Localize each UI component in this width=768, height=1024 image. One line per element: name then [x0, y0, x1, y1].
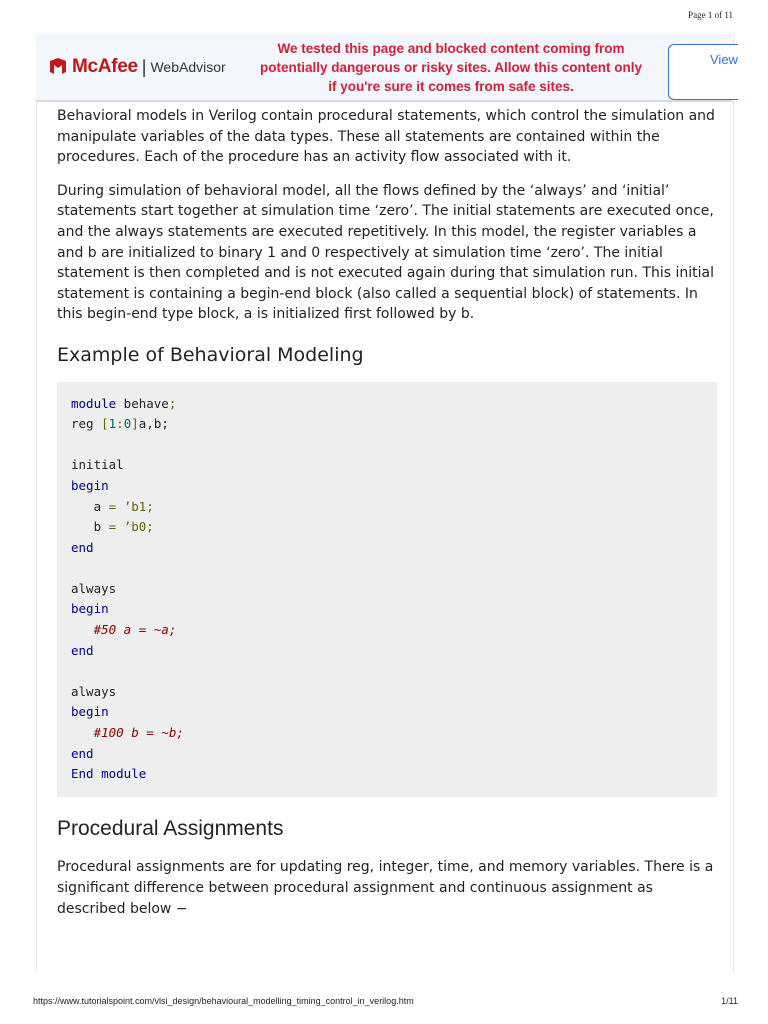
- code-punct: ]: [131, 416, 139, 432]
- mcafee-logo: [48, 56, 226, 78]
- code-text: a,b;: [138, 416, 169, 432]
- code-text: behave: [116, 395, 169, 411]
- code-punct: :: [116, 416, 124, 432]
- code-keyword: end: [71, 642, 94, 658]
- page-footer: [33, 996, 738, 1006]
- code-text: reg: [71, 416, 102, 432]
- code-punct: =: [108, 498, 117, 514]
- simulation-paragraph: During simulation of behavioral model, all the flows defined by the ‘always’ and ‘initial’ statements start together at simulation time ‘zero’. The initial statements are executed once, and the always statements are executed repetitively. In this model, the register variables a and b are initialized to binary 1 and 0 respectively at simulation time ‘zero’. The initial statement is then completed and is not executed again during that simulation run. This initial statement is containing a begin-end block (also called a sequential block) of statements. In this begin-end type block, a is initialized first followed by b.: [57, 182, 714, 323]
- section-heading-example: Example of Behavioral Modeling: [57, 343, 364, 366]
- code-number: 1: [108, 416, 117, 432]
- mcafee-webadvisor-banner: [36, 34, 738, 102]
- code-text: b: [71, 519, 109, 535]
- blocked-content-message: We tested this page and blocked content coming from potentially dangerous or risky sites. Allow this content only if you're sure it comes from safe sites.: [259, 41, 643, 94]
- code-text: ’b1;: [116, 498, 154, 514]
- code-text: initial: [71, 457, 124, 473]
- code-keyword: begin: [71, 601, 109, 617]
- code-keyword: End: [71, 766, 94, 782]
- code-text: always: [71, 683, 117, 699]
- view-button[interactable]: View: [668, 44, 738, 100]
- code-punct: [: [101, 416, 109, 432]
- mcafee-shield-icon: [48, 57, 68, 77]
- code-keyword: end: [71, 539, 94, 555]
- code-literal: #100 b = ~b;: [71, 725, 184, 741]
- code-punct: =: [108, 519, 117, 535]
- code-keyword: begin: [71, 704, 109, 720]
- code-text: always: [71, 580, 117, 596]
- procedural-paragraph: Procedural assignments are for updating reg, integer, time, and memory variables. There is a significant difference between procedural assignment and continuous assignment as described below −: [57, 859, 714, 917]
- mcafee-brand: McAfee: [72, 56, 138, 77]
- footer-page: 1/11: [721, 996, 738, 1006]
- intro-paragraph: Behavioral models in Verilog contain procedural statements, which control the simulation and manipulate variables of the data types. These all statements are contained within the procedures. Each of the procedure has an activity flow associated with it.: [57, 108, 715, 166]
- code-keyword: begin: [71, 477, 109, 493]
- brand-separator: |: [141, 56, 147, 77]
- code-literal: #50 a = ~a;: [71, 622, 177, 638]
- code-keyword: module: [71, 395, 117, 411]
- code-text: ’b0;: [116, 519, 154, 535]
- section-heading-procedural: Procedural Assignments: [57, 816, 284, 840]
- footer-url: https://www.tutorialspoint.com/vlsi_design/behavioural_modelling_timing_control_in_verilog.htm: [33, 996, 414, 1006]
- article-content: [57, 106, 717, 932]
- code-keyword: end: [71, 745, 94, 761]
- code-block: [57, 382, 717, 797]
- page-header: Page 1 of 11: [688, 10, 733, 20]
- code-text: a: [71, 498, 109, 514]
- code-number: 0: [123, 416, 132, 432]
- code-keyword: module: [101, 766, 147, 782]
- mcafee-product: WebAdvisor: [150, 59, 226, 75]
- code-punct: ;: [168, 395, 177, 411]
